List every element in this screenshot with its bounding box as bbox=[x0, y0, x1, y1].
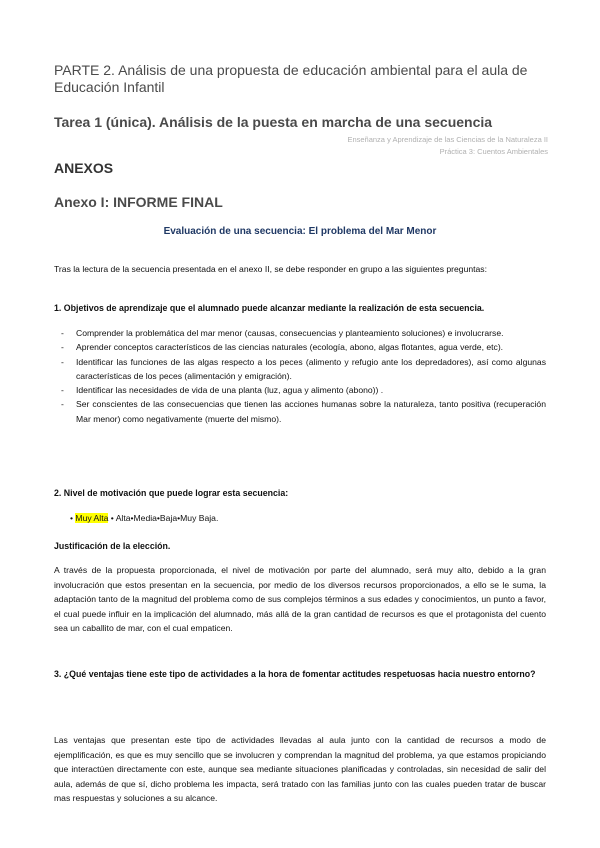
dash-bullet: - bbox=[61, 385, 64, 396]
bullet-icon: • bbox=[110, 513, 114, 523]
anexo-title: Anexo I: INFORME FINAL bbox=[54, 194, 223, 210]
list-item bbox=[54, 383, 546, 397]
justification-paragraph: A través de la propuesta proporcionada, el nivel de motivación por parte del alumnado, será muy alto, debido a la gran involucración que estos presentan en la secuencia, por medio de los diversos recursos proporcionados, a ello se le suma, la adaptación tanto de la magnitud del problema como de sus complejos términos a sus edades y conocimientos, un punto a favor, el cual puede influir en la implicación del alumnado, más allá de la gran cantidad de recursos es que el protagonista del cuento sea un caballito de mar, con el cual empaticen. bbox=[54, 565, 546, 633]
task-title: Tarea 1 (única). Análisis de la puesta en marcha de una secuencia bbox=[54, 114, 493, 130]
objective-text: Aprender conceptos característicos de las ciencias naturales (ecología, abono, algas flotantes, agua verde, etc). bbox=[76, 342, 504, 353]
course-name: Enseñanza y Aprendizaje de las Ciencias de la Naturaleza II bbox=[347, 135, 548, 144]
list-item bbox=[54, 397, 546, 426]
list-item bbox=[54, 326, 546, 340]
objective-text: Comprender la problemática del mar menor (causas, consecuencias y planteamiento soluciones) e involucrarse. bbox=[76, 328, 504, 338]
objective-text: Identificar las funciones de las algas respecto a los peces (alimento y refugio ante los depredadores), así como algunas características de los peces (alimentación y emigración). bbox=[76, 356, 546, 381]
dash-bullet: - bbox=[61, 399, 64, 410]
practice-name: Práctica 3: Cuentos Ambientales bbox=[439, 147, 548, 156]
part-title: PARTE 2. Análisis de una propuesta de educación ambiental para el aula de Educación Infantil bbox=[54, 62, 528, 95]
motivation-levels bbox=[70, 513, 218, 523]
anexos-heading: ANEXOS bbox=[54, 160, 114, 176]
selected-level: Muy Alta bbox=[75, 513, 109, 523]
question-2: 2. Nivel de motivación que puede lograr esta secuencia: bbox=[54, 488, 289, 498]
objective-text: Ser conscientes de las consecuencias que tienen las acciones humanas sobre la naturaleza, tanto positiva (recuperación Mar menor) como negativamente (muerte del mismo). bbox=[76, 399, 546, 424]
course-header bbox=[347, 134, 548, 158]
other-levels: Alta•Media•Baja•Muy Baja. bbox=[115, 513, 219, 523]
question-1: 1. Objetivos de aprendizaje que el alumnado puede alcanzar mediante la realización de esta secuencia. bbox=[54, 303, 485, 313]
objective-text: Identificar las necesidades de vida de una planta (luz, agua y alimento (abono)) . bbox=[76, 385, 384, 396]
bullet-icon: • bbox=[70, 513, 74, 523]
question-3: 3. ¿Qué ventajas tiene este tipo de actividades a la hora de fomentar actitudes respetuosas hacia nuestro entorno? bbox=[54, 669, 536, 679]
dash-bullet: - bbox=[61, 356, 64, 367]
answer-3-paragraph: Las ventajas que presentan este tipo de actividades llevadas al aula junto con la cantidad de recursos a modo de ejemplificación, es que es muy sencillo que se involucren y comprendan la magnitud del problema, ya que estamos propiciando que interactúen directamente con este, aunque sea mediante situaciones planificadas y controladas, sin necesidad de salir del aula, además de que sí, dicho problema les impacta, será tratado con las familias junto con las cuales pueden tratar de buscar mas respuestas y soluciones a su alcance. bbox=[54, 735, 546, 803]
list-item bbox=[54, 340, 546, 354]
dash-bullet: - bbox=[61, 342, 64, 353]
list-item bbox=[54, 355, 546, 384]
objectives-list bbox=[54, 326, 546, 426]
dash-bullet: - bbox=[61, 328, 64, 338]
intro-paragraph: Tras la lectura de la secuencia presentada en el anexo II, se debe responder en grupo a las siguientes preguntas: bbox=[54, 264, 487, 274]
document-title: Evaluación de una secuencia: El problema del Mar Menor bbox=[163, 226, 437, 237]
justification-title: Justificación de la elección. bbox=[54, 541, 171, 551]
